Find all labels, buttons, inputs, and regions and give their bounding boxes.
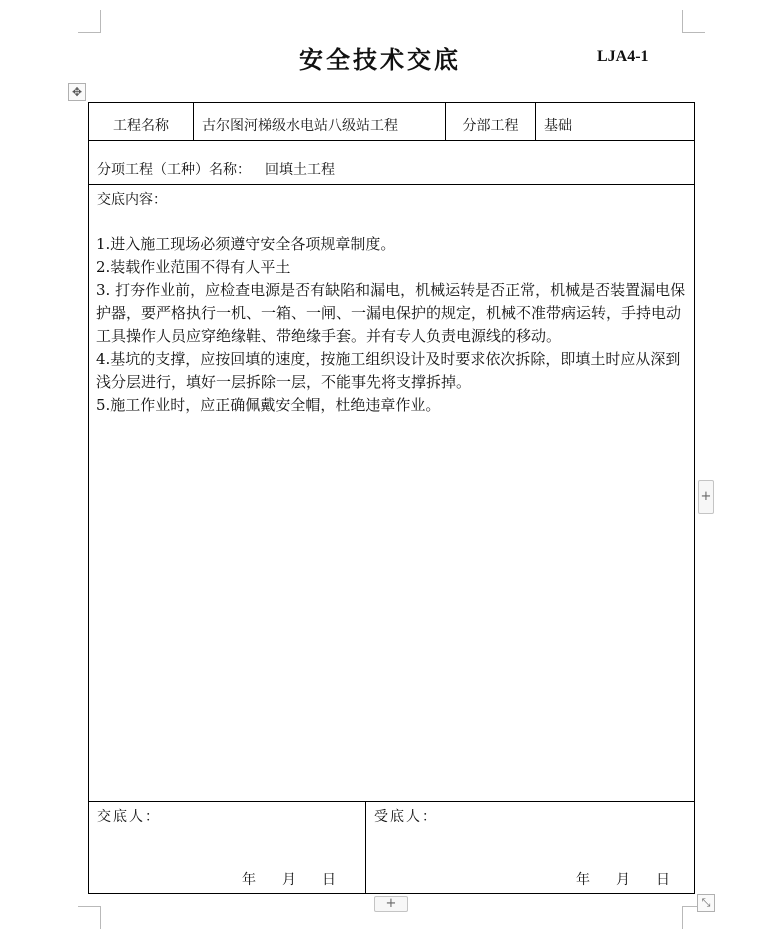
giver-date	[242, 869, 336, 889]
content-item: 3. 打夯作业前，应检查电源是否有缺陷和漏电，机械运转是否正常，机械是否装置漏电保护器，要严格执行一机、一箱、一闸、一漏电保护的规定，机械不准带病运转，手持电动工具操作人员应穿绝缘鞋、带绝缘手套。并有专人负责电源线的移动。	[96, 281, 686, 345]
giver-signature-cell[interactable]	[89, 802, 366, 893]
project-name-value[interactable]: 古尔图河梯级水电站八级站工程	[194, 103, 446, 140]
document-title: 安全技术交底	[299, 45, 461, 74]
document-code: LJA4-1	[597, 48, 649, 65]
division-label: 分部工程	[446, 103, 536, 140]
giver-label: 交底人：	[97, 809, 161, 825]
subitem-value: 回填土工程	[265, 162, 335, 178]
year-label: 年	[242, 872, 256, 888]
day-label: 日	[656, 872, 670, 888]
content-label: 交底内容：	[97, 192, 167, 208]
crop-mark-top-left	[78, 10, 101, 33]
content-cell[interactable]	[89, 185, 694, 802]
crop-mark-top-right	[682, 10, 705, 33]
table-move-icon[interactable]: ✥	[68, 83, 86, 101]
receiver-signature-cell[interactable]	[366, 802, 694, 893]
content-item: 1.进入施工现场必须遵守安全各项规章制度。	[96, 235, 396, 253]
subitem-line	[97, 159, 335, 179]
crop-mark-bottom-left	[78, 906, 101, 929]
subitem-row[interactable]	[89, 141, 694, 185]
content-item: 4.基坑的支撑，应按回填的速度，按施工组织设计及时要求依次拆除，即填土时应从深到浅分层进行，填好一层拆除一层，不能事先将支撑拆掉。	[96, 350, 681, 391]
signature-row	[89, 802, 694, 893]
day-label: 日	[322, 872, 336, 888]
add-column-plus-icon[interactable]: +	[698, 480, 714, 514]
project-name-label: 工程名称	[89, 103, 194, 140]
month-label: 月	[282, 872, 296, 888]
month-label: 月	[616, 872, 630, 888]
add-row-plus-icon[interactable]: +	[374, 896, 408, 912]
division-value[interactable]: 基础	[544, 118, 572, 134]
disclosure-table	[88, 102, 695, 894]
receiver-date	[576, 869, 670, 889]
header-row	[89, 103, 694, 141]
content-item: 5.施工作业时，应正确佩戴安全帽，杜绝违章作业。	[96, 396, 441, 414]
year-label: 年	[576, 872, 590, 888]
content-item: 2.装载作业范围不得有人平土	[96, 258, 291, 276]
subitem-label: 分项工程（工种）名称：	[97, 162, 251, 178]
content-list	[96, 233, 690, 417]
receiver-label: 受底人：	[374, 809, 438, 825]
table-resize-icon[interactable]: ⤡	[697, 894, 715, 912]
